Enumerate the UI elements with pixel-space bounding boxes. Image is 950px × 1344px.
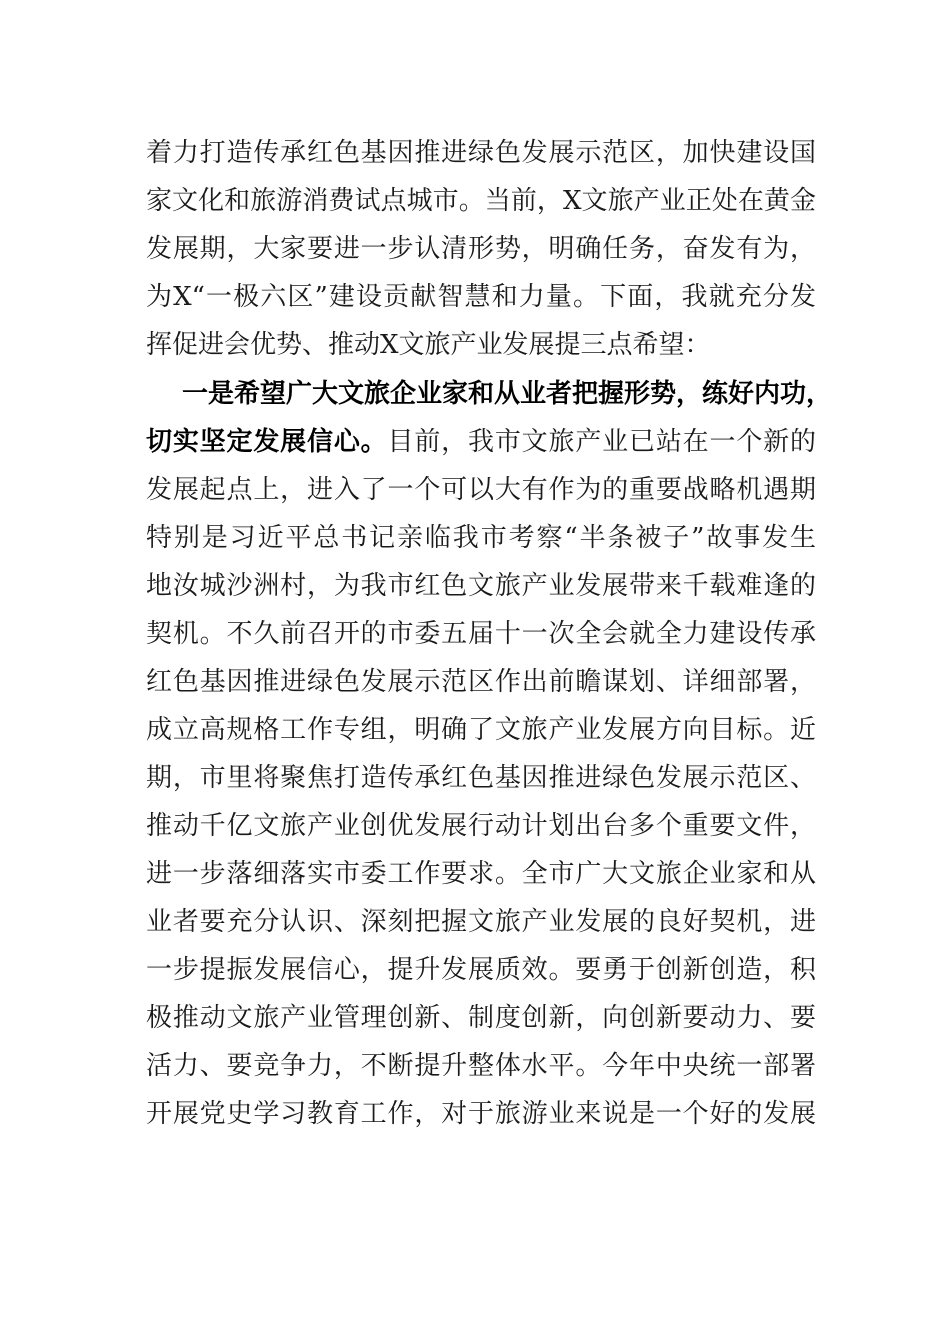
bold-heading-line: 一是希望广大文旅企业家和从业者把握形势，练好内功， <box>182 379 833 409</box>
text-line: 发展期，大家要进一步认清形势，明确任务，奋发有为， <box>146 234 816 264</box>
text-line: 期，市里将聚焦打造传承红色基因推进绿色发展示范区、 <box>146 763 816 793</box>
mixed-line <box>146 422 816 462</box>
text-line: 发展起点上，进入了一个可以大有作为的重要战略机遇期 <box>146 475 816 505</box>
text-line: 地汝城沙洲村，为我市红色文旅产业发展带来千载难逢的 <box>146 571 816 601</box>
text-line-rest: 目前，我市文旅产业已站在一个新的 <box>387 427 816 457</box>
text-line: 着力打造传承红色基因推进绿色发展示范区，加快建设国 <box>146 138 816 168</box>
text-line: 成立高规格工作专组，明确了文旅产业发展方向目标。近 <box>146 715 816 745</box>
text-line: 极推动文旅产业管理创新、制度创新，向创新要动力、要 <box>146 1003 816 1033</box>
text-line: 一步提振发展信心，提升发展质效。要勇于创新创造，积 <box>146 955 816 985</box>
bold-heading-end: 切实坚定发展信心。 <box>146 427 388 457</box>
text-line: 进一步落细落实市委工作要求。全市广大文旅企业家和从 <box>146 859 816 889</box>
text-line: 家文化和旅游消费试点城市。当前，X文旅产业正处在黄金 <box>146 186 816 216</box>
text-line: 推动千亿文旅产业创优发展行动计划出台多个重要文件， <box>146 811 816 841</box>
text-line: 挥促进会优势、推动X文旅产业发展提三点希望： <box>146 330 711 360</box>
text-line: 为X“一极六区”建设贡献智慧和力量。下面，我就充分发 <box>146 282 816 312</box>
text-line: 契机。不久前召开的市委五届十一次全会就全力建设传承 <box>146 619 816 649</box>
text-line: 活力、要竞争力，不断提升整体水平。今年中央统一部署 <box>146 1051 816 1081</box>
text-line: 特别是习近平总书记亲临我市考察“半条被子”故事发生 <box>146 523 816 553</box>
text-line: 开展党史学习教育工作，对于旅游业来说是一个好的发展 <box>146 1099 816 1129</box>
text-line: 业者要充分认识、深刻把握文旅产业发展的良好契机，进 <box>146 907 816 937</box>
text-line: 红色基因推进绿色发展示范区作出前瞻谋划、详细部署， <box>146 667 816 697</box>
